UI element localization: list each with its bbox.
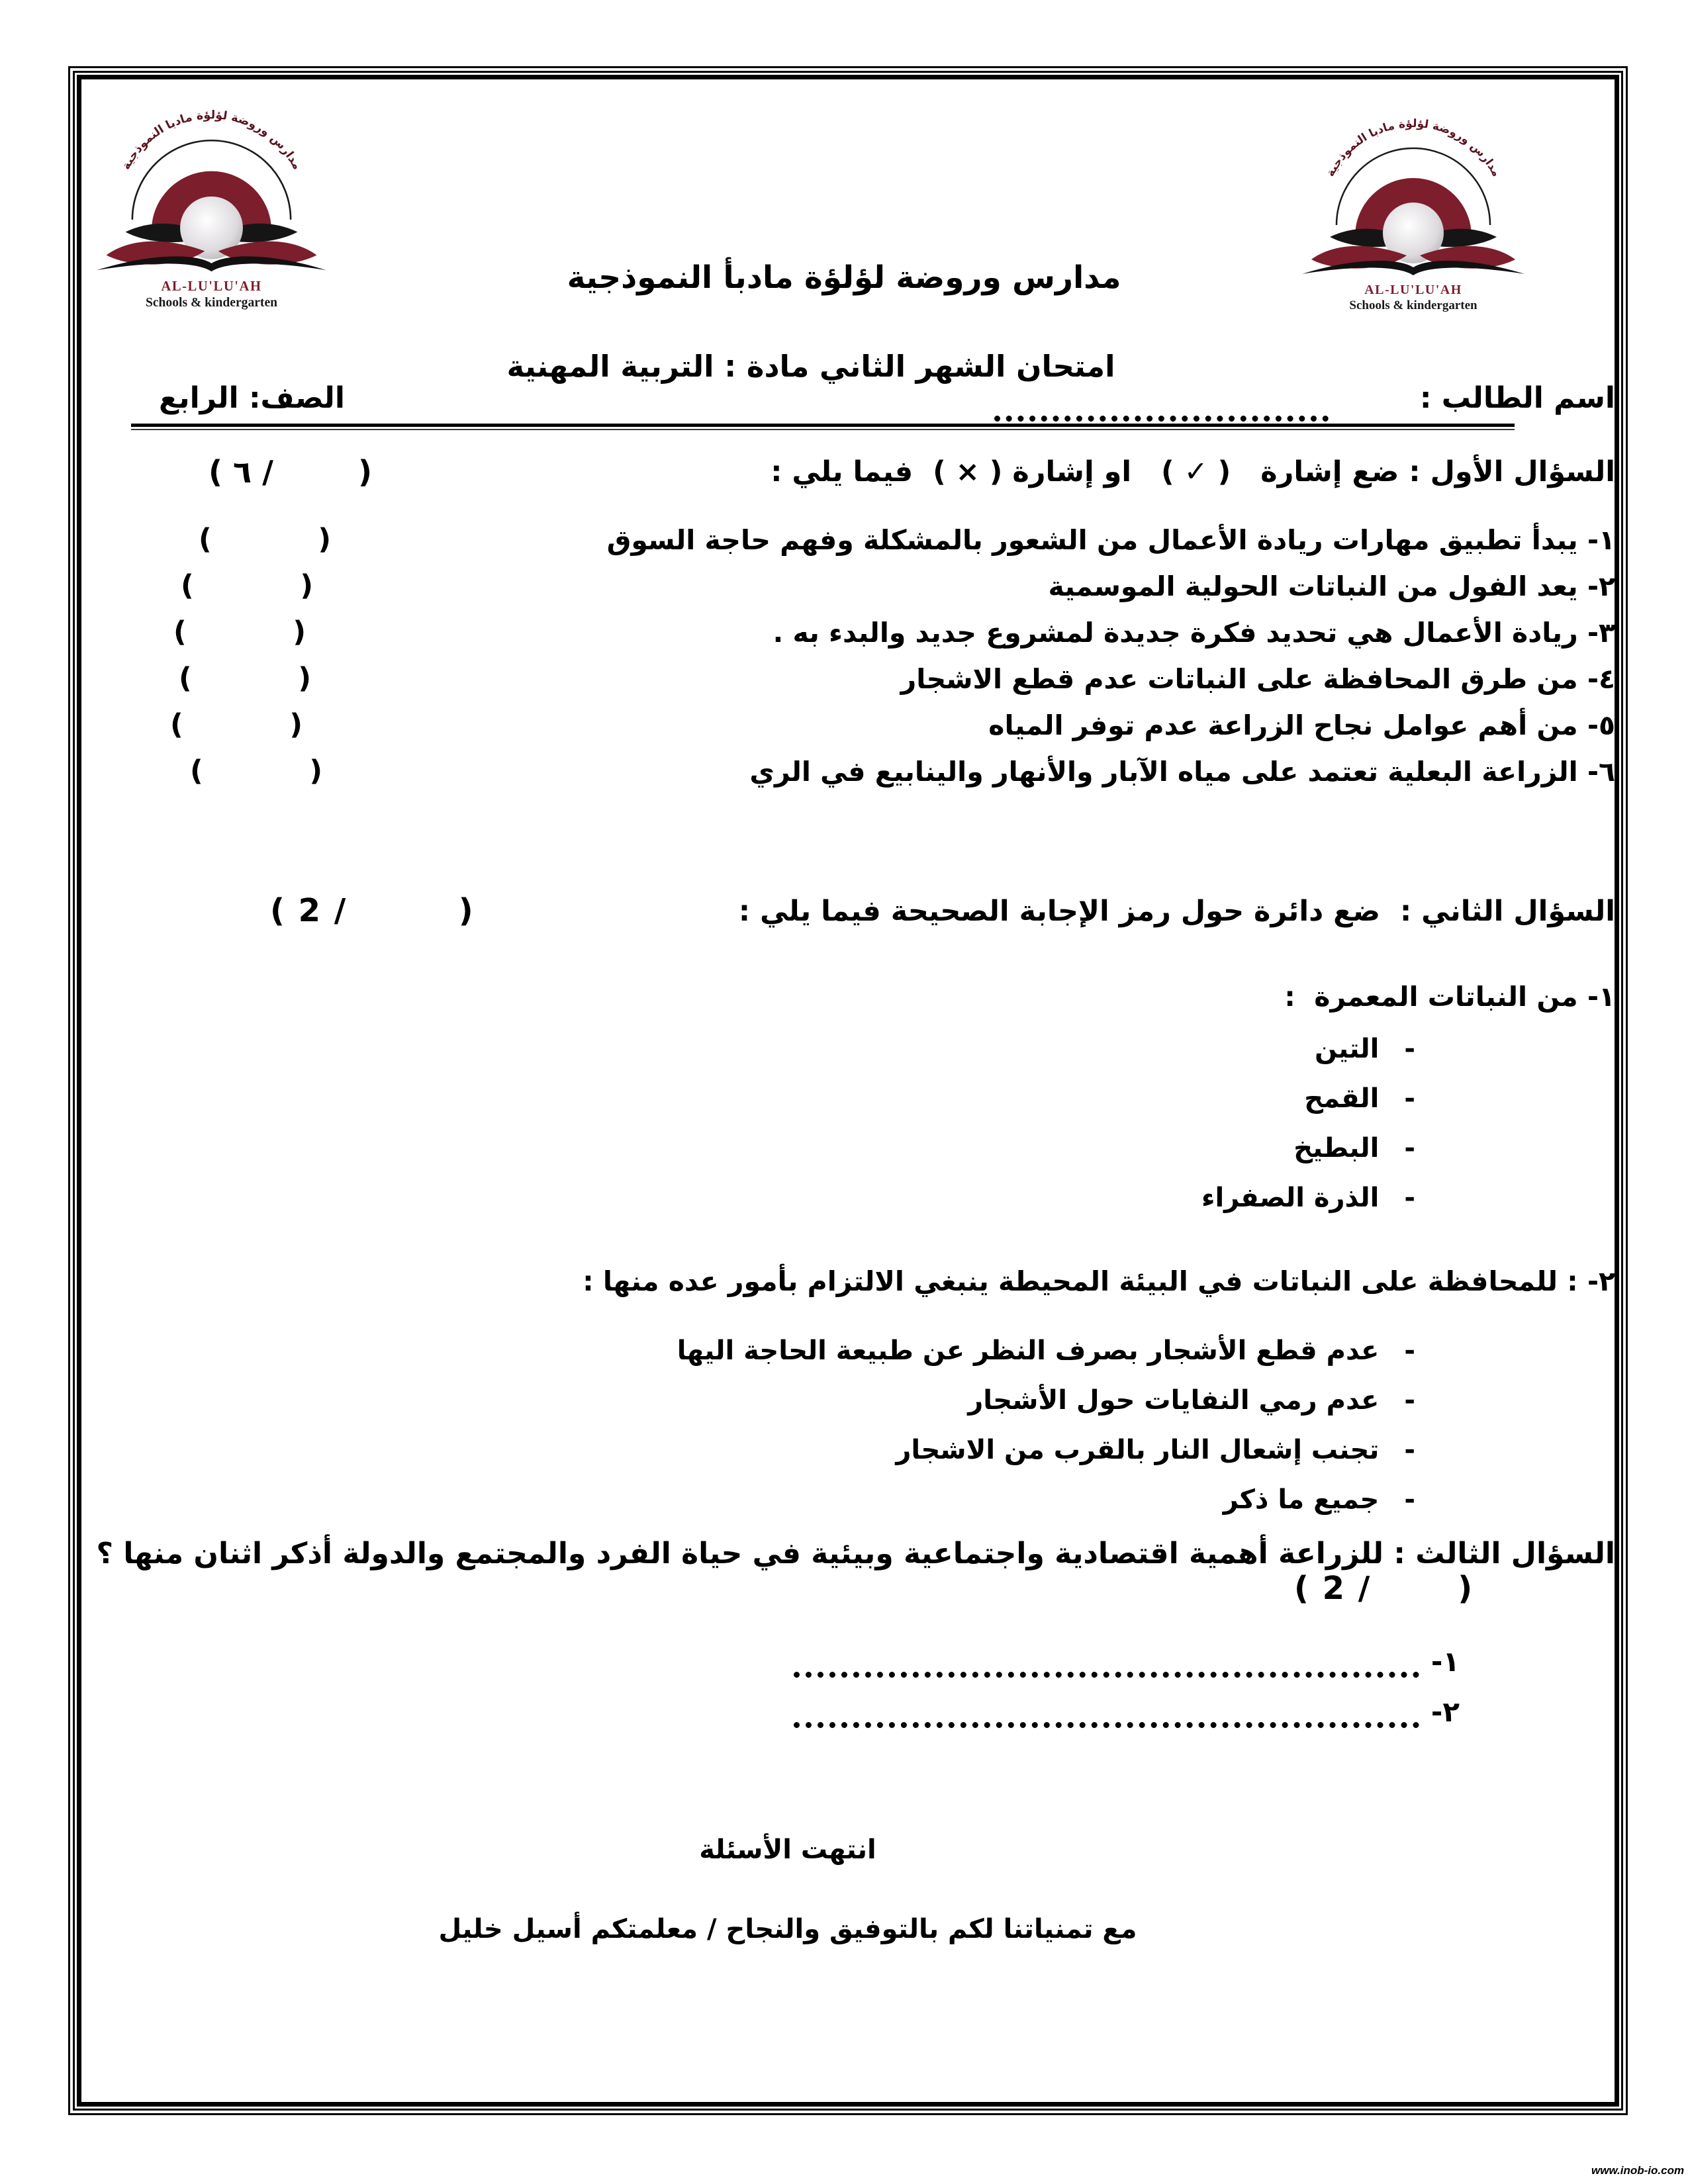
logo-arc-text: مدارس وروضة لؤلؤة مادبا النموذجية bbox=[1323, 116, 1503, 179]
answer-number: ٢- bbox=[1430, 1696, 1460, 1728]
q1-answer-slot-1: ( ) bbox=[199, 523, 332, 556]
school-title: مدارس وروضة لؤلؤة مادبأ النموذجية bbox=[567, 259, 1121, 296]
header-divider bbox=[131, 424, 1515, 430]
student-name-label: اسم الطالب : bbox=[1419, 381, 1615, 415]
q1-answer-slot-2: ( ) bbox=[181, 569, 314, 602]
logo-name-en: AL-LU'LU'AH bbox=[161, 279, 262, 295]
exam-title: امتحان الشهر الثاني مادة : التربية المهنية bbox=[506, 349, 1115, 384]
q3-answer-row-1 bbox=[794, 1641, 1460, 1678]
end-of-questions-text: انتهت الأسئلة bbox=[699, 1835, 876, 1865]
q1-item-1: ١- يبدأ تطبيق مهارات ريادة الأعمال من الشعور بالمشكلة وفهم حاجة السوق bbox=[606, 524, 1615, 556]
option-label: البطيخ bbox=[1293, 1133, 1380, 1163]
q1-item-4: ٤- من طرق المحافظة على النباتات عدم قطع الاشجار bbox=[900, 663, 1615, 695]
option-dash: - bbox=[1404, 1484, 1415, 1515]
option-dash: - bbox=[1404, 1336, 1415, 1366]
q2-title: السؤال الثاني : ضع دائرة حول رمز الإجابة الصحيحة فيما يلي : bbox=[738, 895, 1615, 928]
school-logo-left bbox=[87, 91, 336, 310]
option-dash: - bbox=[1404, 1133, 1415, 1163]
q2-part2-prompt: ٢- : للمحافظة على النباتات في البيئة المحيطة ينبغي الالتزام بأمور عده منها : bbox=[583, 1265, 1615, 1297]
option-dash: - bbox=[1404, 1435, 1415, 1465]
q3-answer-row-2 bbox=[794, 1692, 1460, 1728]
q2-part1-prompt: ١- من النباتات المعمرة : bbox=[1284, 981, 1615, 1013]
q3-title: السؤال الثالث : للزراعة أهمية اقتصادية واجتماعية وبيئية في حياة الفرد والمجتمع والدولة أذكر اثنان منها ؟ bbox=[96, 1537, 1615, 1570]
q1-item-6: ٦- الزراعة البعلية تعتمد على مياه الآبار والأنهار والينابيع في الري bbox=[749, 756, 1615, 788]
q2-part1-option-4 bbox=[1201, 1183, 1415, 1213]
q2-part2-option-4 bbox=[1223, 1484, 1415, 1515]
option-label: الذرة الصفراء bbox=[1201, 1183, 1380, 1213]
q2-mark: ( 2 / ) bbox=[270, 892, 475, 929]
option-dash: - bbox=[1404, 1083, 1415, 1114]
teacher-wishes-text: مع تمنياتنا لكم بالتوفيق والنجاح / معلمتكم أسيل خليل bbox=[438, 1914, 1137, 1944]
option-label: تجنب إشعال النار بالقرب من الاشجار bbox=[896, 1435, 1380, 1465]
answer-line bbox=[794, 1692, 1419, 1728]
option-label: التين bbox=[1315, 1034, 1380, 1064]
q1-answer-slot-4: ( ) bbox=[179, 662, 312, 695]
q2-part2-option-1 bbox=[677, 1336, 1415, 1366]
logo-subtitle-en: Schools & kindergarten bbox=[145, 295, 278, 310]
q2-part2-option-2 bbox=[968, 1385, 1415, 1416]
q2-part1-option-2 bbox=[1304, 1083, 1415, 1114]
q1-title: السؤال الأول : ضع إشارة ( ✓ ) او إشارة ( × ) فيما يلي : bbox=[771, 455, 1615, 488]
school-logo-right bbox=[1291, 101, 1536, 312]
q1-item-5: ٥- من أهم عوامل نجاح الزراعة عدم توفر المياه bbox=[988, 709, 1615, 741]
q1-answer-slot-5: ( ) bbox=[170, 708, 304, 741]
q3-mark: ( 2 / ) bbox=[1294, 1570, 1474, 1607]
option-label: القمح bbox=[1304, 1083, 1380, 1114]
option-label: عدم رمي النفايات حول الأشجار bbox=[968, 1385, 1380, 1416]
q1-answer-slot-3: ( ) bbox=[173, 615, 307, 649]
student-name-line bbox=[994, 388, 1329, 422]
option-dash: - bbox=[1404, 1183, 1415, 1213]
q1-item-2: ٢- يعد الفول من النباتات الحولية الموسمية bbox=[1048, 570, 1615, 602]
q1-mark: ( ٦ / ) bbox=[209, 454, 373, 490]
option-label: عدم قطع الأشجار بصرف النظر عن طبيعة الحاجة اليها bbox=[677, 1336, 1380, 1366]
logo-subtitle-en: Schools & kindergarten bbox=[1349, 298, 1477, 312]
q1-item-3: ٣- ريادة الأعمال هي تحديد فكرة جديدة لمشروع جديد والبدء به . bbox=[773, 617, 1615, 649]
class-label: الصف: الرابع bbox=[159, 381, 345, 415]
q1-answer-slot-6: ( ) bbox=[190, 754, 324, 788]
option-dash: - bbox=[1404, 1034, 1415, 1064]
option-dash: - bbox=[1404, 1385, 1415, 1416]
logo-arc-text: مدارس وروضة لؤلؤة مادبا النموذجية bbox=[119, 109, 304, 172]
answer-line bbox=[794, 1641, 1419, 1678]
site-watermark: www.inob-io.com bbox=[1591, 2164, 1685, 2177]
q2-part1-option-3 bbox=[1293, 1133, 1415, 1163]
q2-part1-option-1 bbox=[1315, 1034, 1415, 1064]
logo-name-en: AL-LU'LU'AH bbox=[1364, 283, 1462, 297]
answer-number: ١- bbox=[1430, 1645, 1460, 1678]
option-label: جميع ما ذكر bbox=[1223, 1484, 1380, 1515]
q2-part2-option-3 bbox=[896, 1435, 1415, 1465]
